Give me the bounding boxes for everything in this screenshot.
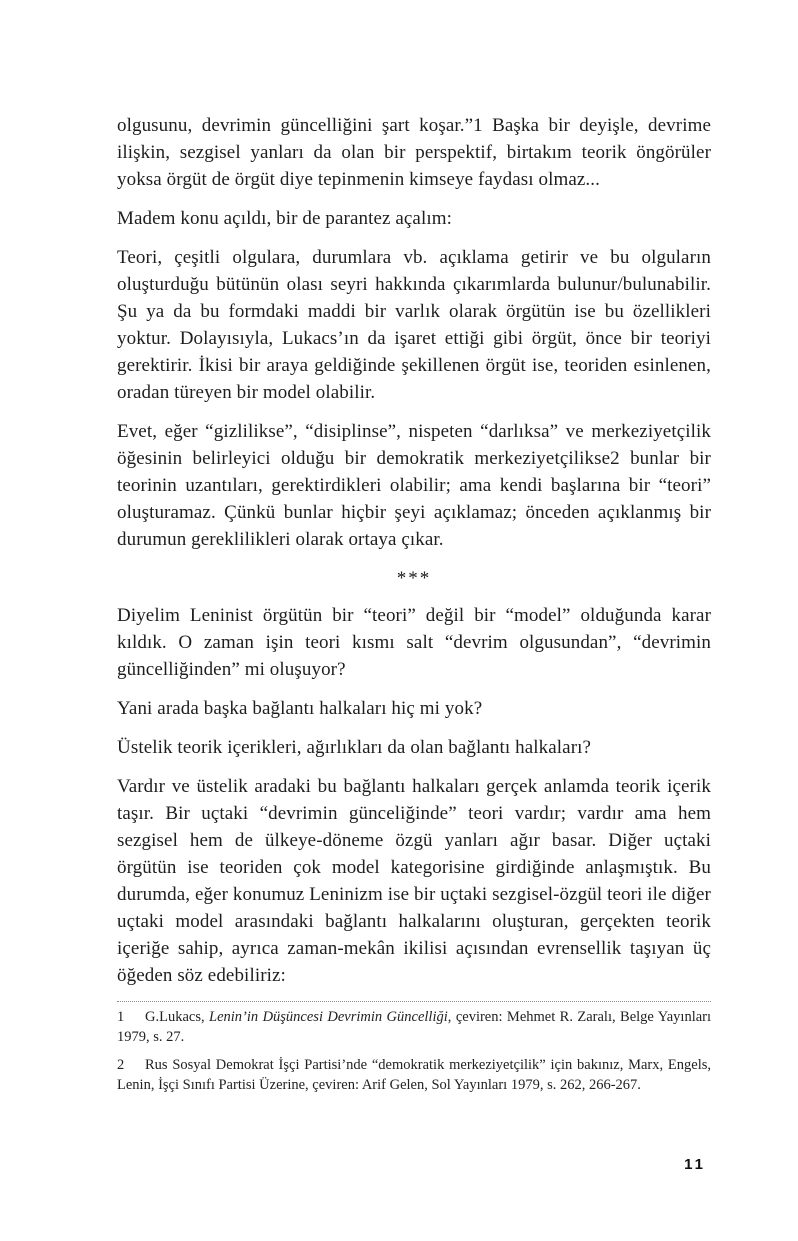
- body-paragraph: Madem konu açıldı, bir de parantez açalım:: [117, 208, 452, 229]
- body-paragraph: Üstelik teorik içerikleri, ağırlıkları da olan bağlantı halkaları?: [117, 737, 592, 758]
- footnote-1: [117, 1008, 711, 1047]
- body-paragraph: Yani arada başka bağlantı halkaları hiç mi yok?: [117, 698, 483, 719]
- footnote-2-text: Rus Sosyal Demokrat İşçi Partisi’nde “demokratik merkeziyetçilik” için bakınız, Marx, Engels, Lenin, İşçi Sınıfı Partisi Üzerine, çeviren: Arif Gelen, Sol Yayınları 1979, s. 262, 266-267.: [117, 1057, 711, 1093]
- footnote-1-text-pre: G.Lukacs,: [145, 1009, 210, 1025]
- body-paragraph: olgusunu, devrimin güncelliğini şart koşar.”1 Başka bir deyişle, devrime ilişkin, sezgisel yanları da olan bir perspektif, birtakım teorik öngörüler yoksa örgüt de örgüt diye tepinmenin kimseye faydası olmaz...: [117, 115, 711, 190]
- footnote-1-text-post: , çeviren: Mehmet R. Zaralı, Belge Yayınları 1979, s. 27.: [117, 1009, 712, 1045]
- page-number: 11: [684, 1156, 706, 1173]
- footnotes-section: [117, 1001, 711, 1095]
- footnote-2-marker: 2: [117, 1057, 125, 1073]
- body-paragraph: Teori, çeşitli olgulara, durumlara vb. açıklama getirir ve bu olguların oluşturduğu bütünün olası seyri hakkında çıkarımlarda bulunur/bulunabilir. Şu ya da bu formdaki maddi bir varlık olarak örgütün ise bu özellikleri yoktur. Dolayısıyla, Lukacs’ın da işaret ettiği gibi örgüt, önce bir teoriyi gerektirir. İkisi bir araya geldiğinde şekillenen örgüt ise, teoriden esinlenen, oradan türeyen bir model olabilir.: [117, 247, 711, 403]
- body-paragraph: Diyelim Leninist örgütün bir “teori” değil bir “model” olduğunda karar kıldık. O zaman işin teori kısmı salt “devrim olgusundan”, “devrimin güncelliğinden” mi oluşuyor?: [117, 605, 711, 680]
- footnote-2: [117, 1056, 711, 1095]
- body-paragraph: Evet, eğer “gizlilikse”, “disiplinse”, nispeten “darlıksa” ve merkeziyetçilik öğesinin belirleyici olduğu bir demokratik merkeziyetçilikse2 bunlar bir teorinin uzantıları, gerektirdikleri olabilir; ama kendi başlarına bir “teori” oluşturamaz. Çünkü bunlar hiçbir şeyi açıklamaz; önceden açıklanmış bir durumun gereklilikleri olarak ortaya çıkar.: [117, 421, 711, 550]
- footnote-1-marker: 1: [117, 1009, 125, 1025]
- text-block: [117, 112, 711, 1104]
- footnote-1-book-title: Lenin’in Düşüncesi Devrimin Güncelliği: [209, 1009, 448, 1025]
- body-paragraph: Vardır ve üstelik aradaki bu bağlantı halkaları gerçek anlamda teorik içerik taşır. Bir uçtaki “devrimin günceliğinde” teori vardır; vardır ama hem sezgisel hem de ülkeye-döneme özgü yanları ağır basar. Diğer uçtaki örgütün ise teoriden çok model kategorisine girdiğinde anlaşmıştık. Bu durumda, eğer konumuz Leninizm ise bir uçtaki sezgisel-özgül teori ile diğer uçtaki model arasındaki bağlantı halkalarını oluşturan, gerçekten teorik içeriğe sahip, ayrıca zaman-mekân ikilisi açısından evrensellik taşıyan üç öğeden söz edebiliriz:: [117, 776, 711, 986]
- section-separator: ***: [396, 568, 432, 589]
